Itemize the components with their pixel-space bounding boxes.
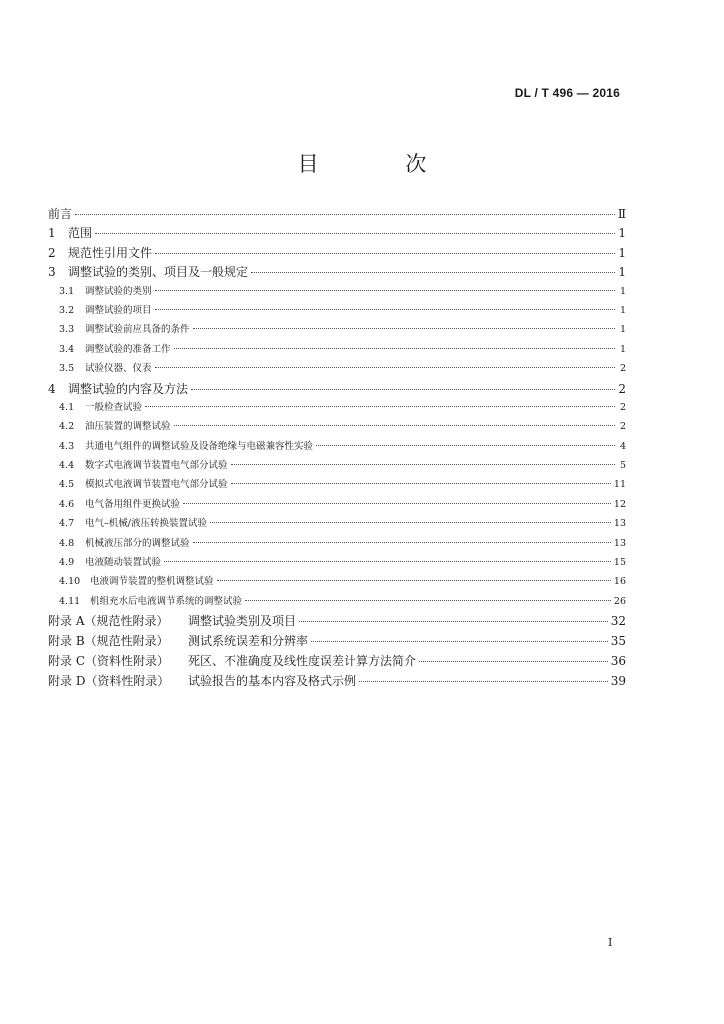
toc-entry-label: 共通电气组件的调整试验及设备绝缘与电磁兼容性实验 bbox=[85, 440, 314, 452]
toc-entry-label: 调整试验前应具备的条件 bbox=[85, 324, 190, 336]
toc-entry[interactable] bbox=[48, 554, 626, 573]
toc-entry-page: 13 bbox=[613, 518, 626, 530]
toc-leader-dots bbox=[75, 214, 615, 215]
toc-entry-page: 13 bbox=[613, 537, 626, 549]
toc-entry-label: 机械液压部分的调整试验 bbox=[85, 537, 190, 549]
toc-leader-dots bbox=[210, 522, 611, 523]
toc-entry-label: 电气–机械/液压转换装置试验 bbox=[85, 518, 207, 530]
toc-leader-dots bbox=[164, 561, 611, 562]
appendix-page: 32 bbox=[610, 614, 626, 629]
toc-leader-dots bbox=[311, 641, 608, 642]
appendix-label: 试验报告的基本内容及格式示例 bbox=[188, 674, 357, 689]
toc-entry[interactable] bbox=[48, 593, 626, 612]
toc-leader-dots bbox=[174, 425, 615, 426]
toc-entry-number: 4.9 bbox=[59, 557, 75, 569]
toc-entry[interactable] bbox=[48, 224, 626, 243]
toc-entry-page: 2 bbox=[619, 401, 626, 413]
toc-entry-label: 调整试验的类别 bbox=[85, 285, 152, 297]
toc-leader-dots bbox=[183, 503, 611, 504]
toc-entry-number: 2 bbox=[48, 245, 56, 260]
toc-entry-page: 1 bbox=[618, 226, 626, 241]
toc-entry[interactable] bbox=[48, 263, 626, 282]
toc-entry[interactable] bbox=[48, 302, 626, 321]
toc-entry[interactable] bbox=[48, 476, 626, 495]
toc-entry-label: 电液随动装置试验 bbox=[85, 557, 162, 569]
toc-entry-page: 26 bbox=[613, 595, 626, 607]
toc-entry-page: 1 bbox=[618, 245, 626, 260]
toc-leader-dots bbox=[245, 600, 611, 601]
toc-entry-page: 1 bbox=[619, 285, 626, 297]
toc-entry-page: 2 bbox=[619, 363, 626, 375]
toc-entry-page: 1 bbox=[619, 304, 626, 316]
toc-entry-number: 3.1 bbox=[59, 285, 75, 297]
appendix-label: 测试系统误差和分辨率 bbox=[188, 634, 309, 649]
appendix-code: 附录 D（资料性附录） bbox=[48, 674, 170, 689]
toc-appendices bbox=[48, 612, 626, 692]
toc-entry-number: 3.5 bbox=[59, 363, 75, 375]
toc-entry-number: 4.6 bbox=[59, 498, 75, 510]
toc-leader-dots bbox=[231, 483, 611, 484]
toc-leader-dots bbox=[95, 233, 615, 234]
toc-entry[interactable] bbox=[48, 244, 626, 263]
toc-entry[interactable] bbox=[48, 205, 626, 224]
toc-entry-number: 4.10 bbox=[59, 576, 81, 588]
toc-entry-number: 1 bbox=[48, 226, 56, 241]
toc-entry-number: 4.7 bbox=[59, 518, 75, 530]
toc-entry-page: Ⅱ bbox=[617, 207, 626, 221]
toc-entry-label: 试验仪器、仪表 bbox=[85, 363, 152, 375]
toc-entry-label: 范围 bbox=[68, 226, 93, 241]
toc-leader-dots bbox=[155, 253, 615, 254]
toc-entry[interactable] bbox=[48, 573, 626, 592]
toc-appendix-entry[interactable] bbox=[48, 652, 626, 672]
toc-entry[interactable] bbox=[48, 496, 626, 515]
toc-entry[interactable] bbox=[48, 360, 626, 379]
toc-entry-label: 电液调节装置的整机调整试验 bbox=[90, 576, 214, 588]
toc-entry-page: 15 bbox=[613, 557, 626, 569]
toc-entry-page: 12 bbox=[613, 498, 626, 510]
toc-entry-label: 调整试验的项目 bbox=[85, 304, 152, 316]
appendix-label: 死区、不准确度及线性度误差计算方法简介 bbox=[188, 654, 417, 669]
appendix-code: 附录 C（资料性附录） bbox=[48, 654, 169, 669]
toc-entry-label: 规范性引用文件 bbox=[68, 245, 153, 260]
toc-entry-page: 16 bbox=[613, 576, 626, 588]
toc-entry-page: 11 bbox=[613, 479, 626, 491]
toc-entry-number: 4 bbox=[48, 381, 56, 396]
toc-leader-dots bbox=[251, 272, 615, 273]
toc-leader-dots bbox=[193, 328, 615, 329]
toc-entry-number: 4.11 bbox=[59, 595, 81, 607]
toc-entry[interactable] bbox=[48, 283, 626, 302]
toc-entry[interactable] bbox=[48, 515, 626, 534]
toc-entry-page: 1 bbox=[619, 324, 626, 336]
toc-leader-dots bbox=[145, 406, 615, 407]
toc-entry-label: 一般检查试验 bbox=[85, 401, 143, 413]
toc-leader-dots bbox=[174, 348, 615, 349]
appendix-page: 35 bbox=[610, 634, 626, 649]
toc-entry-page: 4 bbox=[619, 440, 626, 452]
toc-leader-dots bbox=[193, 542, 611, 543]
toc-entry-label: 机组充水后电液调节系统的调整试验 bbox=[90, 595, 243, 607]
toc-leader-dots bbox=[231, 464, 615, 465]
table-of-contents bbox=[48, 205, 626, 692]
toc-appendix-entry[interactable] bbox=[48, 632, 626, 652]
toc-entry-label: 调整试验的准备工作 bbox=[85, 343, 171, 355]
toc-entry-page: 2 bbox=[618, 381, 626, 396]
toc-entry-number: 3 bbox=[48, 265, 56, 280]
toc-entry-label: 油压装置的调整试验 bbox=[85, 421, 171, 433]
toc-entry-label: 调整试验的类别、项目及一般规定 bbox=[68, 265, 249, 280]
toc-entry[interactable] bbox=[48, 418, 626, 437]
toc-entry-label: 前言 bbox=[48, 207, 73, 221]
toc-entry[interactable] bbox=[48, 341, 626, 360]
toc-entry-number: 4.5 bbox=[59, 479, 75, 491]
toc-entry-number: 4.3 bbox=[59, 440, 75, 452]
toc-leader-dots bbox=[316, 445, 615, 446]
toc-entry-page: 1 bbox=[618, 265, 626, 280]
toc-entry[interactable] bbox=[48, 438, 626, 457]
toc-appendix-entry[interactable] bbox=[48, 672, 626, 692]
toc-leader-dots bbox=[299, 621, 608, 622]
appendix-page: 36 bbox=[610, 654, 626, 669]
toc-entry-number: 4.4 bbox=[59, 460, 75, 472]
toc-entry-number: 4.8 bbox=[59, 537, 75, 549]
toc-leader-dots bbox=[155, 367, 615, 368]
appendix-code: 附录 B（规范性附录） bbox=[48, 634, 169, 649]
toc-entry-number: 4.2 bbox=[59, 421, 75, 433]
toc-entry-number: 4.1 bbox=[59, 401, 75, 413]
toc-entry-label: 模拟式电液调节装置电气部分试验 bbox=[85, 479, 228, 491]
toc-entry[interactable] bbox=[48, 535, 626, 554]
toc-entry-label: 调整试验的内容及方法 bbox=[68, 381, 189, 396]
appendix-code: 附录 A（规范性附录） bbox=[48, 614, 169, 629]
toc-leader-dots bbox=[191, 389, 615, 390]
page-title: 目 次 bbox=[297, 152, 467, 176]
toc-entry[interactable] bbox=[48, 380, 626, 399]
appendix-page: 39 bbox=[610, 674, 626, 689]
toc-entry-number: 3.3 bbox=[59, 324, 75, 336]
toc-entry-number: 3.2 bbox=[59, 304, 75, 316]
toc-leader-dots bbox=[155, 309, 615, 310]
toc-entry-page: 1 bbox=[619, 343, 626, 355]
toc-entry-number: 3.4 bbox=[59, 343, 75, 355]
page-number: I bbox=[608, 936, 613, 949]
toc-entry[interactable] bbox=[48, 457, 626, 476]
toc-entry-label: 电气备用组件更换试验 bbox=[85, 498, 181, 510]
toc-appendix-entry[interactable] bbox=[48, 612, 626, 632]
document-code: DL / T 496 — 2016 bbox=[514, 86, 620, 100]
toc-leader-dots bbox=[359, 681, 608, 682]
toc-entries bbox=[48, 205, 626, 612]
toc-entry[interactable] bbox=[48, 321, 626, 340]
toc-leader-dots bbox=[217, 580, 611, 581]
toc-entry[interactable] bbox=[48, 399, 626, 418]
toc-entry-label: 数字式电液调节装置电气部分试验 bbox=[85, 460, 228, 472]
toc-leader-dots bbox=[155, 290, 615, 291]
toc-leader-dots bbox=[419, 661, 608, 662]
toc-entry-page: 5 bbox=[619, 460, 626, 472]
appendix-label: 调整试验类别及项目 bbox=[188, 614, 297, 629]
toc-entry-page: 2 bbox=[619, 421, 626, 433]
